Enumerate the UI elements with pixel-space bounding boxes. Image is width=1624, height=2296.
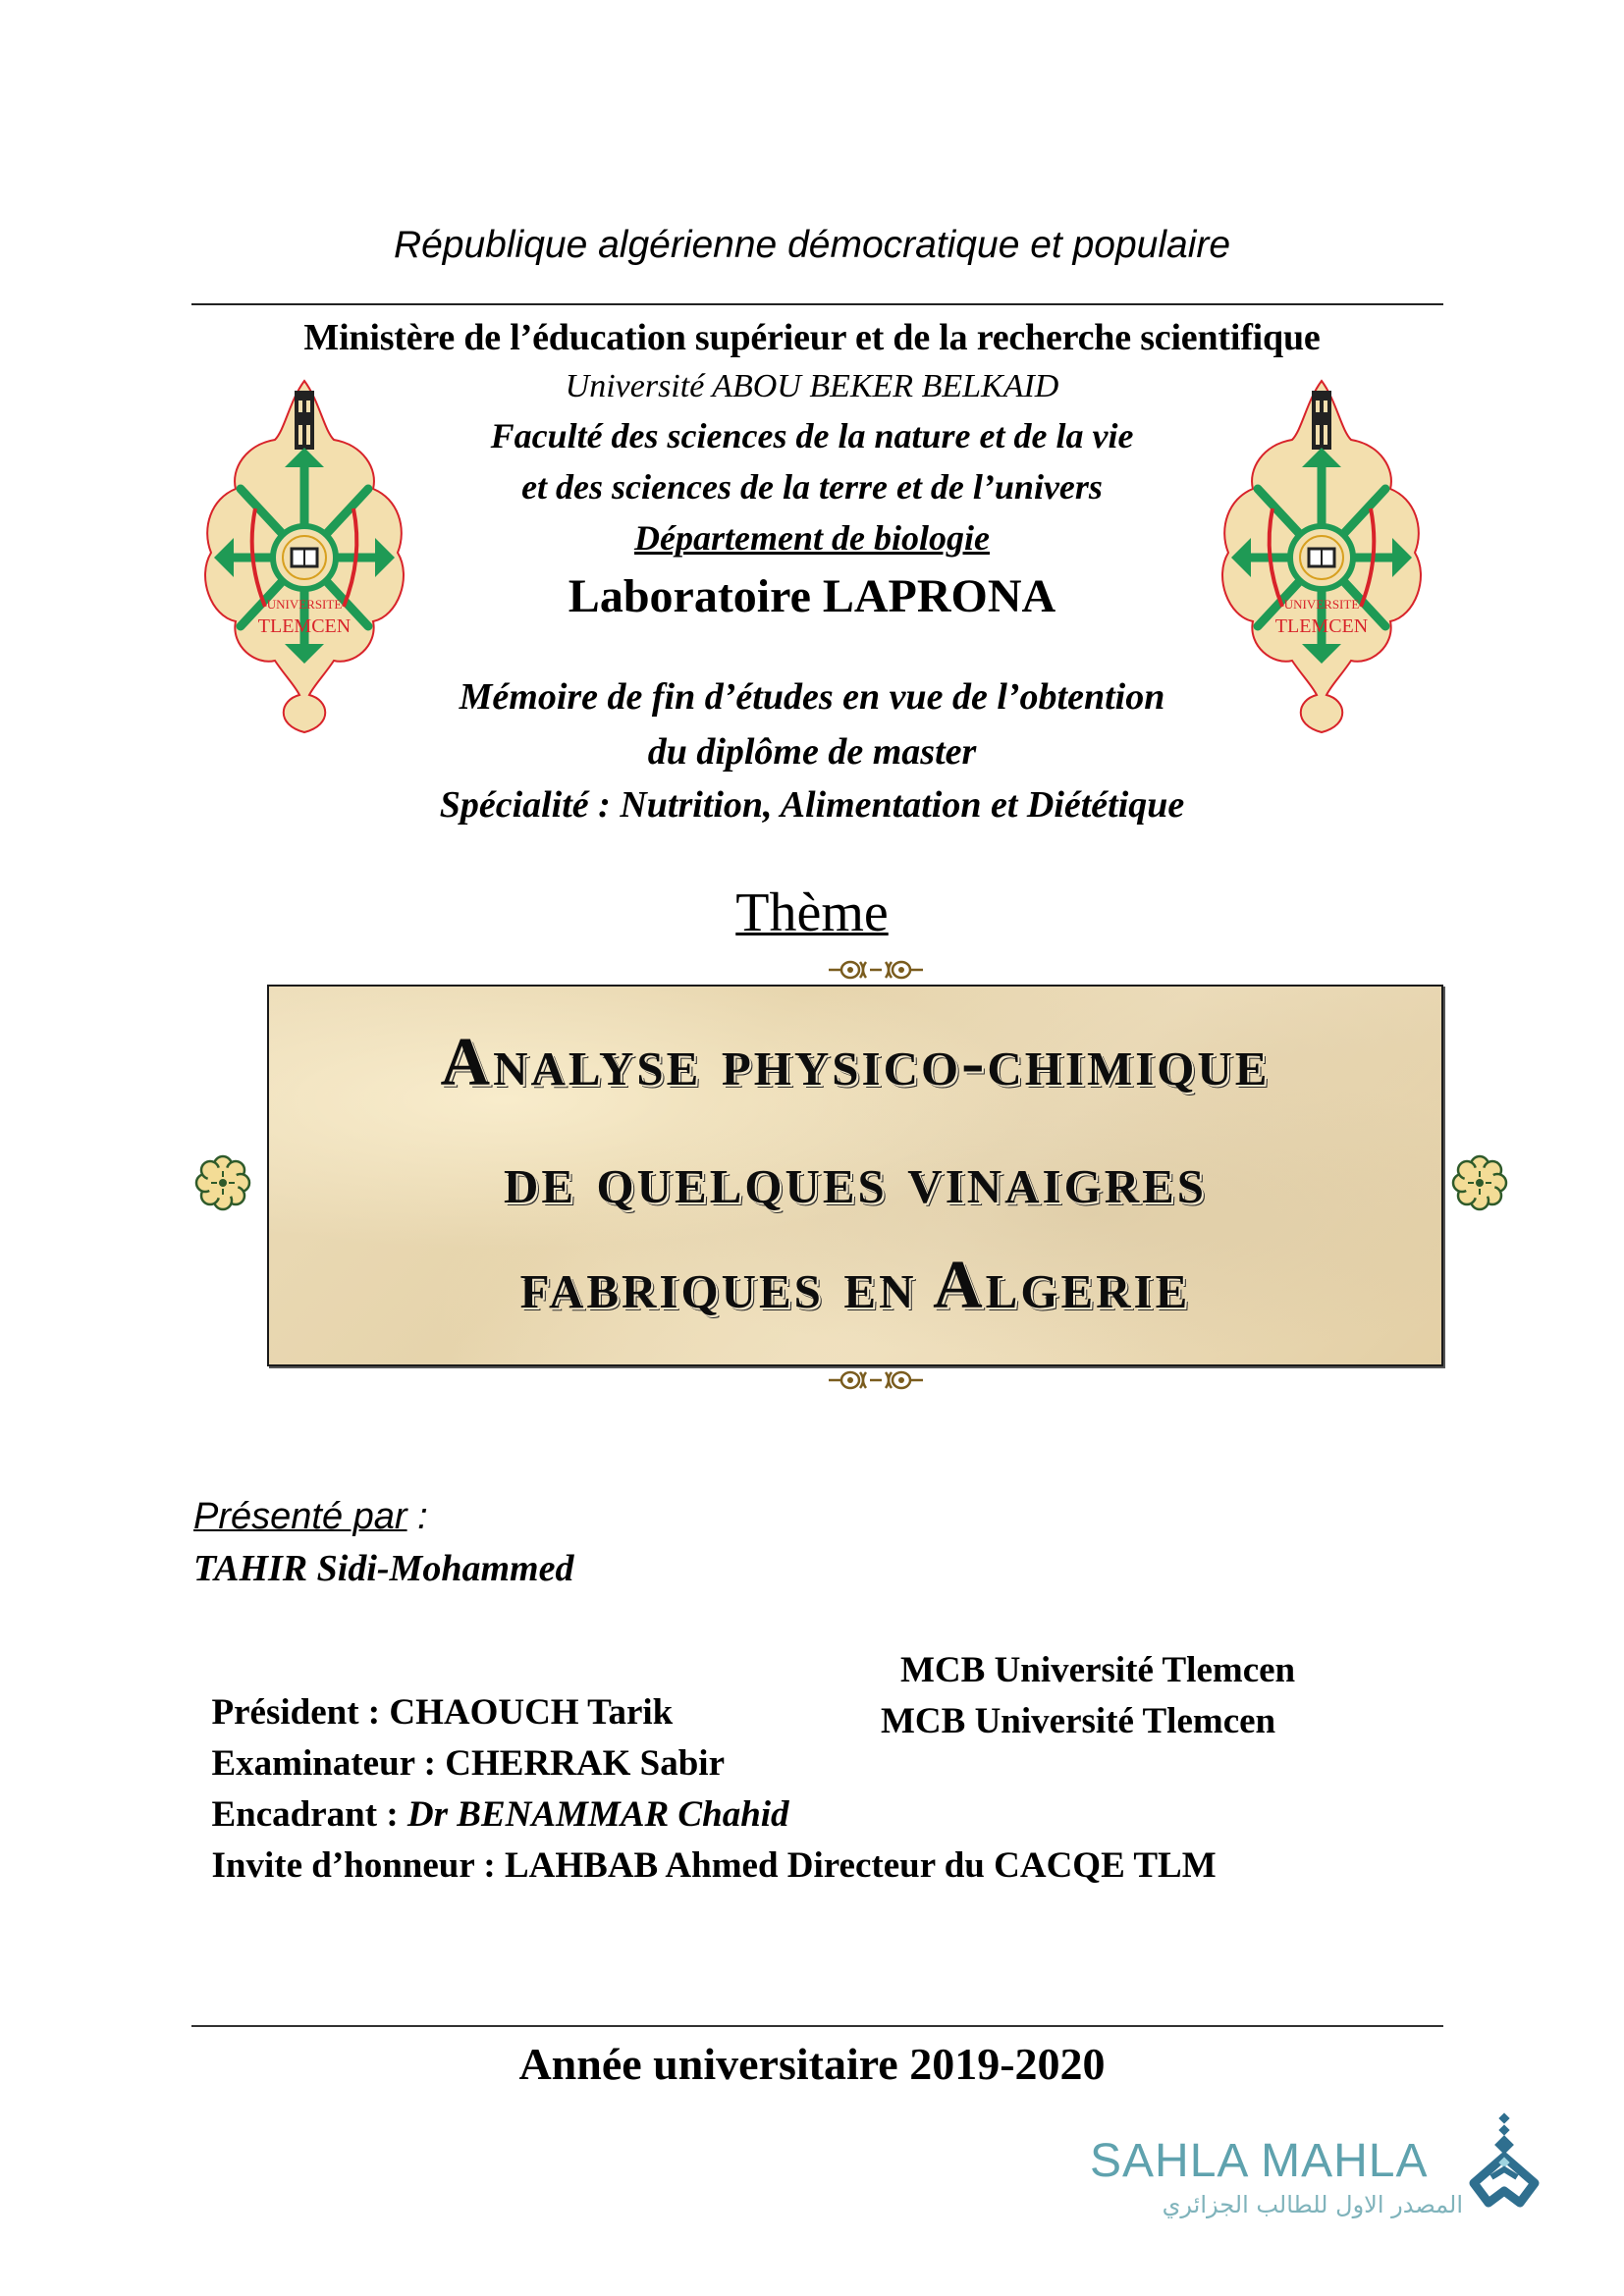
jury-affiliation: MCB Université Tlemcen — [881, 1701, 1276, 1741]
svg-text:TLEMCEN: TLEMCEN — [257, 615, 352, 637]
theme-label: Thème — [735, 882, 889, 943]
republic-heading: République algérienne démocratique et populaire — [393, 224, 1231, 266]
scroll-ornament-icon — [827, 957, 925, 983]
ministry-heading: Ministère de l’éducation supérieur et de la recherche scientifique — [303, 317, 1321, 358]
sahla-mahla-logo-icon — [1466, 2112, 1544, 2211]
bottom-divider — [191, 2025, 1443, 2027]
top-divider — [191, 303, 1443, 305]
jury-role: Examinateur : — [211, 1743, 446, 1784]
watermark-brand — [1090, 2135, 1502, 2218]
faculty-line-2: et des sciences de la terre et de l’univers — [521, 467, 1103, 507]
thesis-title-line-1: Analyse physico-chimique — [440, 1025, 1271, 1100]
thesis-title-line-3: fabriques en Algerie — [519, 1248, 1191, 1323]
presented-by-colon: : — [406, 1496, 428, 1537]
jury-name: CHERRAK Sabir — [445, 1743, 725, 1784]
academic-year: Année universitaire 2019-2020 — [518, 2039, 1106, 2089]
svg-text:UNIVERSITE: UNIVERSITE — [1283, 597, 1360, 612]
rosette-ornament-icon — [1450, 1153, 1509, 1212]
jury-affiliation: MCB Université Tlemcen — [900, 1650, 1296, 1690]
department-label: Département de biologie — [634, 518, 990, 558]
jury-role: Président : — [211, 1692, 390, 1733]
thesis-title-box — [267, 985, 1443, 1366]
student-name: TAHIR Sidi-Mohammed — [193, 1548, 574, 1589]
presented-by-text: Présenté par — [193, 1496, 407, 1537]
jury-role: Encadrant : — [211, 1794, 407, 1835]
faculty-line-1: Faculté des sciences de la nature et de la vie — [490, 416, 1134, 455]
svg-text:UNIVERSITE: UNIVERSITE — [266, 597, 343, 612]
jury-name: Dr BENAMMAR Chahid — [406, 1794, 789, 1835]
jury-name: LAHBAB Ahmed Directeur du CACQE TLM — [504, 1845, 1217, 1886]
jury-guest — [193, 1802, 1217, 1887]
university-name: Université ABOU BEKER BELKAID — [565, 368, 1059, 404]
thesis-title-line-2: de quelques vinaigres — [503, 1143, 1208, 1218]
watermark-tagline: المصدر الاول للطالب الجزائري — [1162, 2191, 1463, 2218]
scroll-ornament-icon — [827, 1367, 925, 1393]
presented-by-label — [193, 1496, 428, 1538]
theme-heading — [0, 881, 1624, 944]
jury-role: Invite d’honneur : — [211, 1845, 505, 1886]
thesis-line-2: du diplôme de master — [647, 731, 977, 773]
specialty-line: Spécialité : Nutrition, Alimentation et Diététique — [439, 784, 1185, 826]
jury-name: CHAOUCH Tarik — [389, 1692, 674, 1733]
thesis-line-1: Mémoire de fin d’études en vue de l’obtention — [459, 676, 1165, 718]
laboratory-heading: Laboratoire LAPRONA — [568, 570, 1056, 622]
svg-text:TLEMCEN: TLEMCEN — [1274, 615, 1369, 637]
rosette-ornament-icon — [193, 1153, 252, 1212]
watermark-brand-name: SAHLA MAHLA — [1090, 2135, 1429, 2187]
